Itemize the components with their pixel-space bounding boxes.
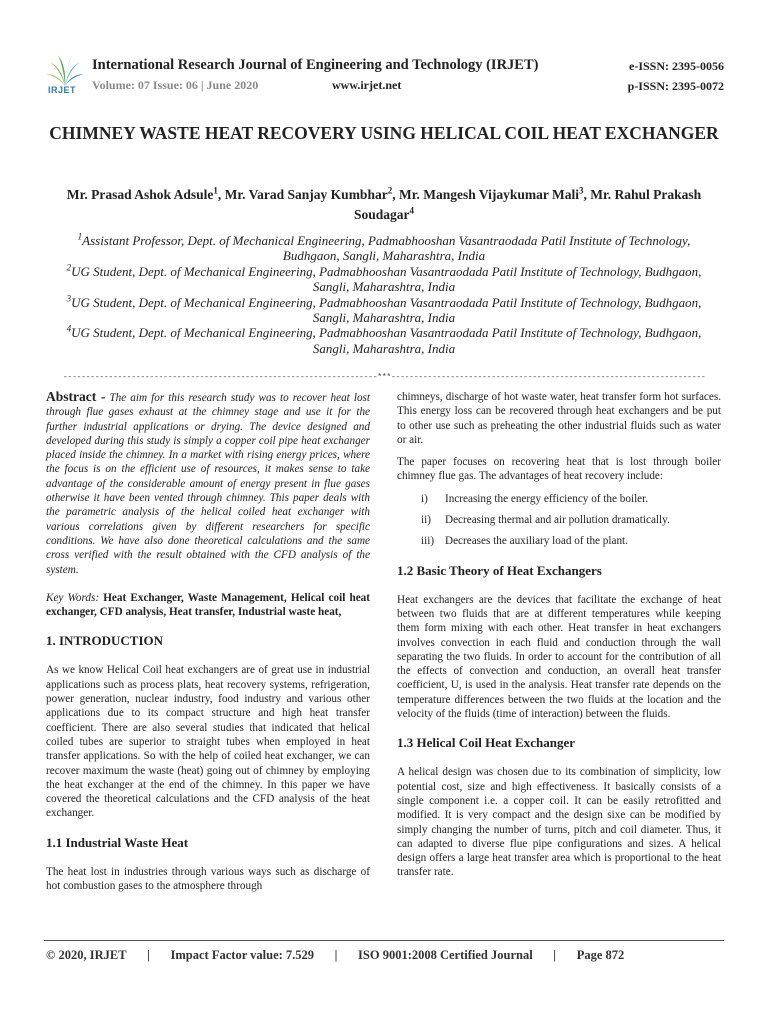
introduction-text: As we know Helical Coil heat exchangers are of great use in industrial applications such as process plats, heat recovery systems, refrigeration, power generation, nuclear industry, food industry and various other applications due to its compact structure and high heat transfer coefficient. There are also several studies that indicated that helical coiled tubes are superior to straight tubes when employed in heat transfer applications. So with the help of coiled heat exchanger, we can recover maximum the waste (heat) going out of chimney by employing the heat exchanger at the end of the chimney. In this paper we have covered the theoretical calculations and the CFD analysis of the heat exchanger.	[46, 664, 370, 820]
basic-theory-text: Heat exchangers are the devices that facilitate the exchange of heat between two fluids that are at different temperatures while keeping them form mixing with each other. Heat transfer in heat exchangers involves convection in each fluid and conduction through the wall separating the two fluids. In order to account for the contribution of all the effects of convection and conduction, an overall heat transfer coefficient, U, is used in the analysis. Heat transfer rate depends on the temperature differences between the two fluids at the location and the velocity of the fluids (time of interaction) between the fluids.	[397, 593, 721, 721]
keywords-label: Key Words:	[46, 591, 100, 604]
author-4-sup: 4	[409, 205, 415, 216]
list-item-text: Decreases the auxiliary load of the plant.	[445, 535, 628, 548]
footer-iso: ISO 9001:2008 Certified Journal	[358, 948, 533, 962]
list-item	[421, 534, 721, 548]
heading-introduction: 1. INTRODUCTION	[46, 633, 164, 649]
author-1: Mr. Prasad Ashok Adsule	[66, 187, 214, 202]
list-item-text: Increasing the energy efficiency of the boiler.	[445, 492, 649, 505]
list-item-number: iii)	[421, 535, 435, 548]
affiliation-2-sup: 2	[66, 262, 72, 273]
journal-website[interactable]: www.irjet.net	[332, 78, 402, 92]
author-4: Mr. Rahul Prakash Soudagar	[353, 187, 702, 222]
heading-basic-theory: 1.2 Basic Theory of Heat Exchangers	[397, 562, 602, 578]
section-divider: ---------------------------------------------------------------------***---------------------------------------------------------------------	[62, 372, 706, 382]
footer-rule	[44, 940, 724, 941]
industrial-waste-heat-text-b: chimneys, discharge of hot waste water, heat transfer form hot surfaces. This energy loss can be recovered through heat exchangers and be put to other use such as preheating the other industrial fluids such as water or air.	[397, 391, 721, 446]
footer-separator: |	[334, 948, 338, 962]
e-issn: e-ISSN: 2395-0056	[629, 59, 724, 73]
advantages-list	[421, 492, 721, 549]
industrial-waste-heat-text-a: The heat lost in industries through various ways such as discharge of hot combustion gases to the atmosphere through	[46, 865, 370, 893]
affiliation-4	[48, 325, 720, 356]
list-item-number: i)	[421, 492, 428, 505]
affiliation-4-text: UG Student, Dept. of Mechanical Engineering, Padmabhooshan Vasantraodada Patil Institute of Technology, Budhgaon, Sangli, Maharashtra, India	[71, 325, 702, 356]
leaf-logo-icon	[44, 52, 86, 88]
footer-separator: |	[553, 948, 557, 962]
p-issn: p-ISSN: 2395-0072	[627, 79, 724, 93]
author-2-sup: 2	[387, 185, 393, 196]
footer-separator: |	[147, 948, 150, 962]
heading-helical-coil: 1.3 Helical Coil Heat Exchanger	[397, 735, 576, 751]
list-item-text: Decreasing thermal and air pollution dramatically.	[445, 514, 670, 527]
affiliation-3	[48, 295, 720, 326]
author-1-sup: 1	[213, 185, 218, 196]
left-column	[46, 390, 370, 901]
footer-copyright: © 2020, IRJET	[46, 948, 127, 962]
keywords-text: Heat Exchanger, Waste Management, Helical coil heat exchanger, CFD analysis, Heat transfer, Industrial waste heat,	[46, 591, 370, 619]
page-footer	[46, 948, 726, 963]
industrial-waste-heat-text-c: The paper focuses on recovering heat that is lost through boiler chimney flue gas. The advantages of heat recovery include:	[397, 456, 721, 483]
heading-industrial-waste-heat: 1.1 Industrial Waste Heat	[46, 834, 189, 850]
volume-issue: Volume: 07 Issue: 06 | June 2020	[92, 78, 259, 92]
affiliation-1	[48, 233, 720, 264]
right-column	[397, 390, 721, 888]
affiliation-1-sup: 1	[77, 231, 83, 242]
footer-page-number: Page 872	[576, 948, 625, 962]
affiliations	[48, 233, 720, 356]
list-item	[421, 492, 721, 506]
author-2: Mr. Varad Sanjay Kumbhar	[224, 187, 388, 202]
list-item	[421, 513, 721, 527]
affiliation-3-sup: 3	[66, 293, 72, 304]
paper-title: CHIMNEY WASTE HEAT RECOVERY USING HELICAL COIL HEAT EXCHANGER	[49, 123, 719, 143]
affiliation-1-text: Assistant Professor, Dept. of Mechanical Engineering, Padmabhooshan Vasantraodada Patil Institute of Technology, Budhgaon, Sangli, Maharashtra, India	[82, 233, 691, 264]
journal-header	[44, 50, 728, 98]
keywords	[46, 591, 370, 620]
journal-name: International Research Journal of Engineering and Technology (IRJET)	[92, 57, 539, 73]
author-list: Mr. Prasad Ashok Adsule$^1$, Mr. Varad Sanjay Kumbhar$^2$, Mr. Mangesh Vijaykumar Mali$^3$, Mr. Rahul Prakash Soudagar$^4$	[66, 185, 702, 222]
footer-impact-factor: Impact Factor value: 7.529	[170, 948, 315, 962]
abstract	[46, 390, 370, 577]
list-item-number: ii)	[421, 514, 431, 527]
affiliation-4-sup: 4	[66, 324, 72, 335]
abstract-text: The aim for this research study was to recover heat lost through flue gases exhaust at the chimney stage and use it for the further industrial applications or drying. The device designed and developed during this study is simply a copper coil pipe heat exchanger placed inside the chimney. In a market with rising energy prices, where the focus is on the efficient use of resources, it makes sense to take advantage of the considerable amount of energy present in flue gases otherwise it have been vented through chimney. This paper deals with the parametric analysis of the helical coiled heat exchanger with various correlations given by different researchers for specific conditions. We have also done theoretical calculations and the same cross verified with the result obtained with the CFD analysis of the system.	[46, 392, 371, 576]
author-3-sup: 3	[578, 185, 584, 196]
affiliation-2	[48, 264, 720, 295]
irjet-logo	[44, 52, 86, 96]
helical-coil-text: A helical design was chosen due to its combination of simplicity, low potential cost, size and high effectiveness. It basically consists of a single component i.e. a copper coil. It can be easily retrofitted and modified. It is very compact and the design sixe can be modified by simply changing the number of turns, pitch and coil diameter. Thus, it can adapted to diverse flue pipe configurations and sizes. A helical design offers a large heat transfer area which is proportional to the heat transfer rate.	[397, 766, 721, 879]
author-3: Mr. Mangesh Vijaykumar Mali	[398, 187, 579, 202]
affiliation-3-text: UG Student, Dept. of Mechanical Engineering, Padmabhooshan Vasantraodada Patil Institute of Technology, Budhgaon, Sangli, Maharashtra, India	[71, 294, 702, 326]
affiliation-2-text: UG Student, Dept. of Mechanical Engineering, Padmabhooshan Vasantraodada Patil Institute of Technology, Budhgaon, Sangli, Maharashtra, India	[71, 263, 702, 295]
logo-text: IRJET	[48, 85, 77, 95]
abstract-label: Abstract -	[46, 389, 106, 404]
